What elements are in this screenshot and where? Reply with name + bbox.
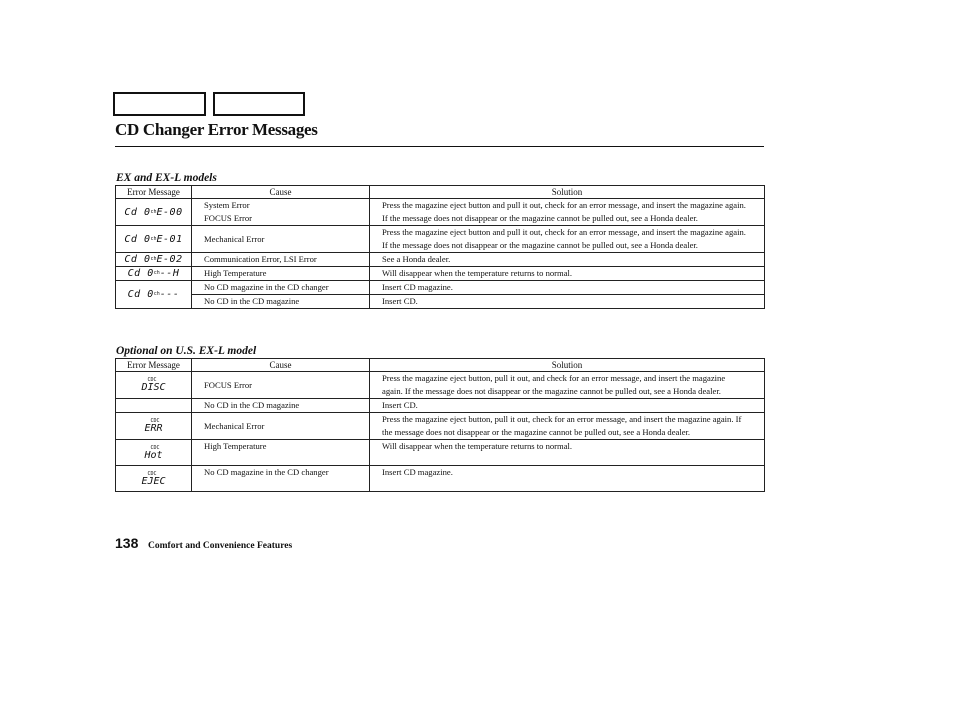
solution-cell: Press the magazine eject button, pull it out, and check for an error message, and insert the magazine again. If the message does not disappear or the magazine cannot be pulled out, see a Honda dealer. — [370, 372, 765, 399]
solution-cell: Will disappear when the temperature returns to normal. — [370, 440, 765, 466]
cause-cell: No CD in the CD magazine — [192, 399, 370, 413]
error-table-us-ex-l — [115, 358, 765, 492]
header-error-message: Error Message — [116, 186, 192, 199]
cause-cell: Communication Error, LSI Error — [192, 253, 370, 267]
lcd-display-empty — [116, 399, 192, 413]
page-title: CD Changer Error Messages — [115, 120, 318, 139]
footer-section-title: Comfort and Convenience Features — [148, 541, 293, 551]
lcd-display: CDC ERR — [116, 413, 192, 440]
table-row — [116, 440, 765, 466]
header-cause: Cause — [192, 186, 370, 199]
lcd-display: Cd $0^{ch}E-00$ — [116, 199, 192, 226]
solution-cell: Press the magazine eject button and pull it out, check for an error message, and insert the magazine again. If the message does not disappear or the magazine cannot be pulled out, see a Honda dealer. — [370, 226, 765, 253]
cause-cell: No CD in the CD magazine — [192, 295, 370, 309]
table-row — [116, 399, 765, 413]
cause-cell: High Temperature — [192, 267, 370, 281]
section-label-us-ex-l: Optional on U.S. EX-L model — [116, 345, 257, 357]
cause-cell: No CD magazine in the CD changer — [192, 281, 370, 295]
chapter-tab-2 — [213, 92, 305, 116]
section-label-ex-models: EX and EX-L models — [116, 172, 217, 184]
header-solution: Solution — [370, 186, 765, 199]
lcd-display: CDC DISC — [116, 372, 192, 399]
cause-cell: FOCUS Error — [192, 372, 370, 399]
table-header-row — [116, 186, 765, 199]
table-row — [116, 372, 765, 399]
table-row — [116, 413, 765, 440]
lcd-display: CDC Hot — [116, 440, 192, 466]
cause-cell: Mechanical Error — [192, 413, 370, 440]
cause-cell: Mechanical Error — [192, 226, 370, 253]
solution-cell: See a Honda dealer. — [370, 253, 765, 267]
lcd-display: Cd $0^{ch}E-01$ — [116, 226, 192, 253]
cause-cell: High Temperature — [192, 440, 370, 466]
table-row — [116, 466, 765, 492]
lcd-display: CDC EJEC — [116, 466, 192, 492]
header-cause: Cause — [192, 359, 370, 372]
solution-cell: Insert CD magazine. — [370, 466, 765, 492]
solution-cell: Will disappear when the temperature returns to normal. — [370, 267, 765, 281]
solution-cell: Insert CD. — [370, 399, 765, 413]
error-table-ex-models — [115, 185, 765, 309]
header-error-message: Error Message — [116, 359, 192, 372]
table-row — [116, 226, 765, 253]
table-row — [116, 199, 765, 226]
chapter-tab-1 — [113, 92, 206, 116]
page-number: 138 — [115, 535, 139, 551]
solution-cell: Insert CD magazine. — [370, 281, 765, 295]
table-row — [116, 295, 765, 309]
title-rule — [115, 146, 764, 147]
solution-cell: Press the magazine eject button and pull it out, check for an error message, and insert the magazine again. If the message does not disappear or the magazine cannot be pulled out, see a Honda dealer. — [370, 199, 765, 226]
lcd-display: Cd $0^{ch}--H$ — [116, 267, 192, 281]
solution-cell: Press the magazine eject button, pull it out, check for an error message, and insert the magazine again. If the message does not disappear or the magazine cannot be pulled out, see a Honda dealer. — [370, 413, 765, 440]
cause-cell: System Error FOCUS Error — [192, 199, 370, 226]
lcd-display: Cd $0^{ch}E-02$ — [116, 253, 192, 267]
lcd-display: Cd $0^{ch}---$ — [116, 281, 192, 309]
table-header-row — [116, 359, 765, 372]
table-row — [116, 281, 765, 295]
cause-cell: No CD magazine in the CD changer — [192, 466, 370, 492]
table-row — [116, 253, 765, 267]
solution-cell: Insert CD. — [370, 295, 765, 309]
table-row — [116, 267, 765, 281]
header-solution: Solution — [370, 359, 765, 372]
